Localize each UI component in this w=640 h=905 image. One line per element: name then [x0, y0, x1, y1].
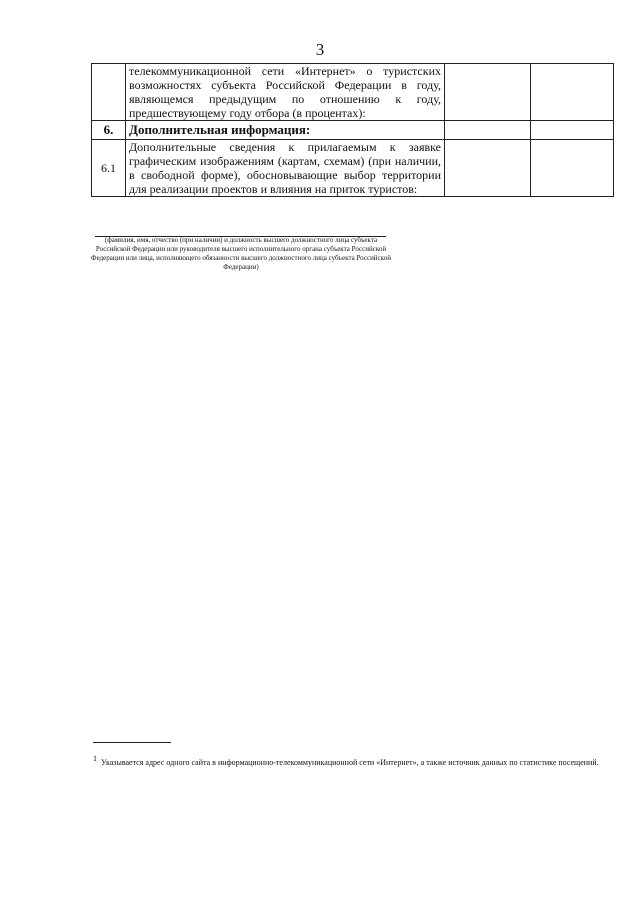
table-row-6-1 — [92, 140, 614, 197]
footnote-divider — [93, 742, 171, 743]
value-cell — [531, 64, 614, 121]
footnote — [93, 754, 613, 768]
footnote-text: Указывается адрес одного сайта в информационно-телекоммуникационной сети «Интернет», а также источник данных по статистике посещений. — [101, 758, 599, 767]
value-cell — [531, 140, 614, 197]
value-cell — [531, 121, 614, 140]
footnote-marker: 1 — [93, 754, 97, 763]
row-number — [92, 64, 126, 121]
signature-caption: (фамилия, имя, отчество (при наличии) и должность высшего должностного лица субъекта Российской Федерации или руководителя высшего исполнительного органа субъекта Российской Федерации или лица, исполняющего обязанности высшего должностного лица субъекта Российской Федерации) — [91, 236, 391, 271]
application-table — [91, 63, 614, 197]
row-number: 6. — [92, 121, 126, 140]
row-number: 6.1 — [92, 140, 126, 197]
table-row-section-6 — [92, 121, 614, 140]
page-number: 3 — [315, 40, 325, 59]
value-cell — [445, 121, 531, 140]
row-description: Дополнительные сведения к прилагаемым к заявке графическим изображениям (картам, схемам) (при наличии, в свободной форме), обосновывающие выбор территории для реализации проектов и влияния на приток туристов: — [126, 140, 445, 197]
value-cell — [445, 140, 531, 197]
row-description: Дополнительная информация: — [126, 121, 445, 140]
table-row-continuation — [92, 64, 614, 121]
value-cell — [445, 64, 531, 121]
row-description: телекоммуникационной сети «Интернет» о туристских возможностях субъекта Российской Федерации в году, являющемся предыдущим по отношению к году, предшествующему году отбора (в процентах): — [126, 64, 445, 121]
